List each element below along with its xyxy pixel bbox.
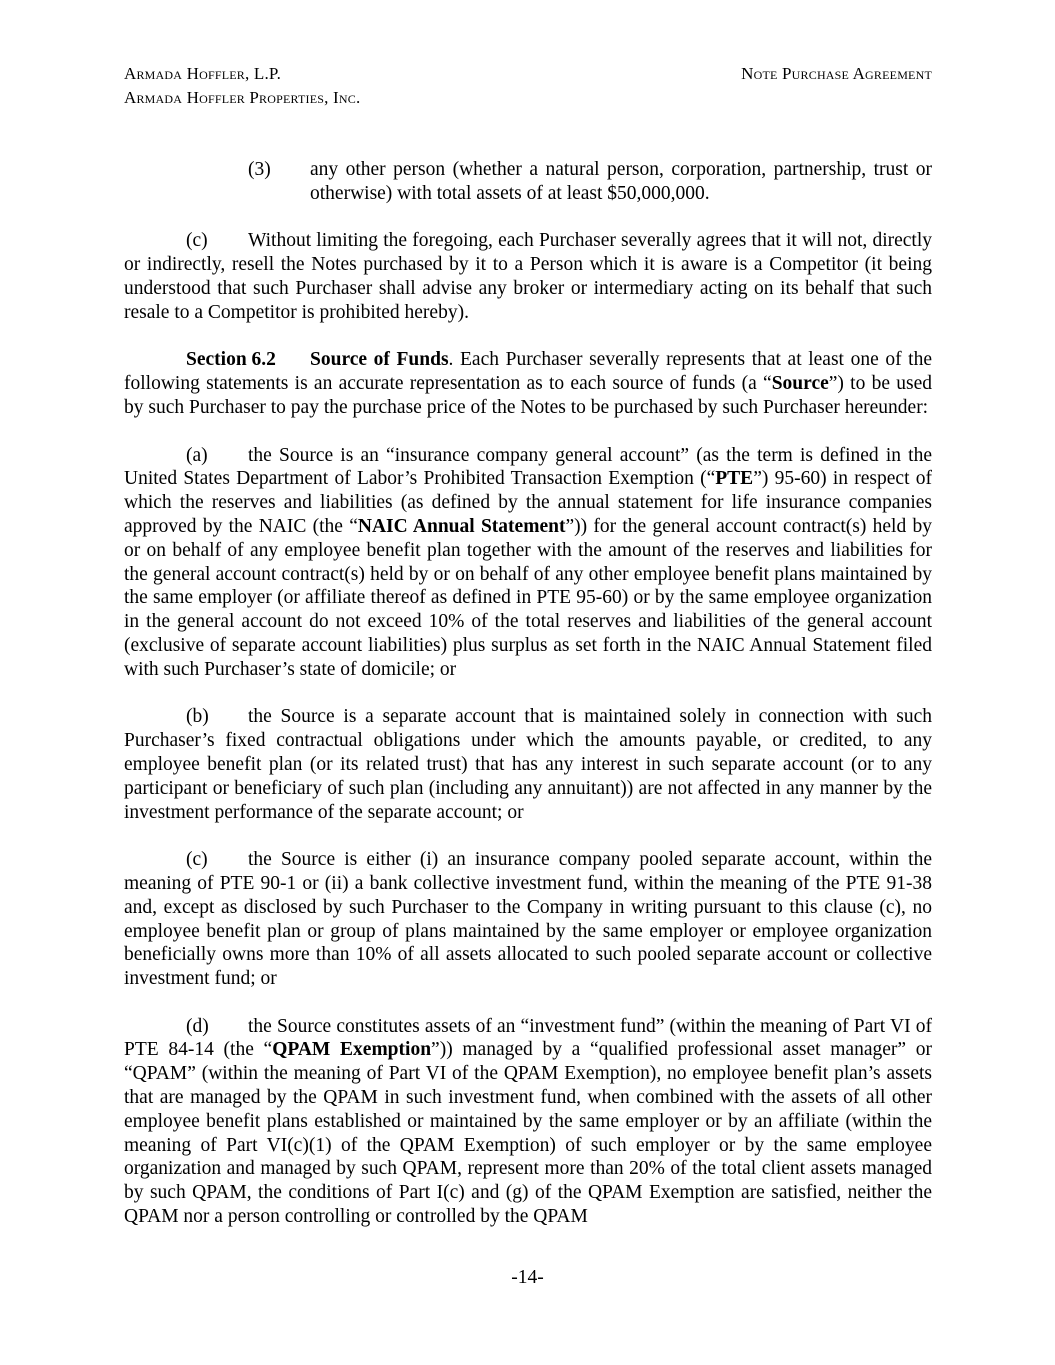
header-company-lp: Armada Hoffler, L.P. bbox=[124, 64, 282, 83]
document-body bbox=[124, 158, 932, 1253]
clause-d-text-1: the Source constitutes assets of an “investment fund” (within the meaning of Part VI of PTE 84-14 (the “ bbox=[124, 1015, 932, 1061]
clause-d-label: (d) bbox=[186, 1015, 209, 1037]
clause-b-label: (b) bbox=[186, 706, 209, 728]
header-company-inc: Armada Hoffler Properties, Inc. bbox=[124, 88, 361, 107]
section-text-a: . Each Purchaser severally represents that at least one of the following statements is an accurate representation as to each source of funds (a “ bbox=[124, 349, 932, 395]
section-6-2 bbox=[124, 348, 932, 419]
document-page bbox=[124, 62, 932, 1302]
section-defined-term: Source bbox=[771, 373, 829, 395]
header-left bbox=[124, 62, 360, 110]
clause-c-text: the Source is either (i) an insurance company pooled separate account, within the meaning of PTE 90-1 or (ii) a bank collective investment fund, within the meaning of the PTE 91-38 and, except as disclosed by such Purchaser to the Company in writing pursuant to this clause (c), no employee benefit plan or group of plans maintained by the same employer or employee organization beneficially owns more than 10% of all assets allocated to such pooled separate account or collective investment fund; or bbox=[124, 849, 932, 990]
clause-a-text-1: the Source is an “insurance company general account” (as the term is defined in the United States Department of Labor’s Prohibited Transaction Exemption (“ bbox=[124, 444, 932, 490]
clause-3 bbox=[248, 158, 932, 206]
page-number: -14- bbox=[511, 1267, 544, 1288]
clause-3-label: (3) bbox=[248, 159, 271, 180]
clause-a-term-pte: PTE bbox=[715, 468, 754, 490]
clause-b-text: the Source is a separate account that is maintained solely in connection with such Purchaser’s fixed contractual obligations under which the amounts payable, or credited, to any employee benefit plan (or its related trust) that has any interest in such separate account (or to any participant or beneficiary of such plan (including any annuitant)) are not affected in any manner by the investment performance of the separate account; or bbox=[124, 706, 932, 823]
clause-a-text-2: ”) 95-60) in respect of which the reserves and liabilities (as defined by the annual statement for life insurance companies approved by the NAIC (the “ bbox=[124, 468, 932, 537]
clause-c-resale bbox=[124, 229, 932, 324]
clause-a-label: (a) bbox=[186, 444, 208, 466]
section-text-b: ”) to be used by such Purchaser to pay the purchase price of the Notes to be purchased by such Purchaser hereunder: bbox=[124, 373, 933, 418]
clause-d-term-qpam: QPAM Exemption bbox=[272, 1039, 432, 1061]
clause-c-resale-text: Without limiting the foregoing, each Purchaser severally agrees that it will not, directly or indirectly, resell the Notes purchased by it to a Person which it is aware is a Competitor (it being understood that such Purchaser shall advise any broker or intermediary acting on its behalf that such resale to a Competitor is prohibited hereby). bbox=[124, 230, 932, 323]
clause-d-text-2: ”)) managed by a “qualified professional asset manager” or “QPAM” (within the meaning of Part VI of the QPAM Exemption), no employee benefit plan’s assets that are managed by the QPAM in such investment fund, when combined with the assets of all other employee benefit plans established or maintained by the same employer or by an affiliate (within the meaning of Part VI(c)(1) of the QPAM Exemption) of such employer or by the same employee organization and managed by such QPAM, represent more than 20% of the total client assets managed by such QPAM, the conditions of Part I(c) and (g) of the QPAM Exemption are satisfied, neither the QPAM nor a person controlling or controlled by the QPAM bbox=[124, 1039, 932, 1228]
header-document-title: Note Purchase Agreement bbox=[741, 64, 932, 83]
section-title: Source of Funds bbox=[310, 349, 449, 371]
section-number: Section 6.2 bbox=[186, 349, 276, 371]
clause-a-term-naic: NAIC Annual Statement bbox=[357, 515, 566, 537]
clause-c-resale-label: (c) bbox=[186, 230, 208, 252]
clause-b bbox=[124, 705, 932, 824]
clause-3-text: any other person (whether a natural person, corporation, partnership, trust or otherwise) with total assets of at least $50,000,000. bbox=[310, 159, 932, 204]
clause-c-label: (c) bbox=[186, 849, 208, 871]
clause-c bbox=[124, 848, 932, 991]
clause-a-text-3: ”)) for the general account contract(s) held by or on behalf of any employee benefit plan together with the amount of the reserves and liabilities for the general account contract(s) held by or on behalf of any other employee benefit plans maintained by the same employer (or affiliate thereof as defined in PTE 95-60) or by the same employee organization in the general account do not exceed 10% of the total reserves and liabilities of the general account (exclusive of separate account liabilities) plus surplus as set forth in the NAIC Annual Statement filed with such Purchaser’s state of domicile; or bbox=[124, 515, 932, 680]
clause-d bbox=[124, 1015, 932, 1229]
clause-a bbox=[124, 444, 932, 682]
